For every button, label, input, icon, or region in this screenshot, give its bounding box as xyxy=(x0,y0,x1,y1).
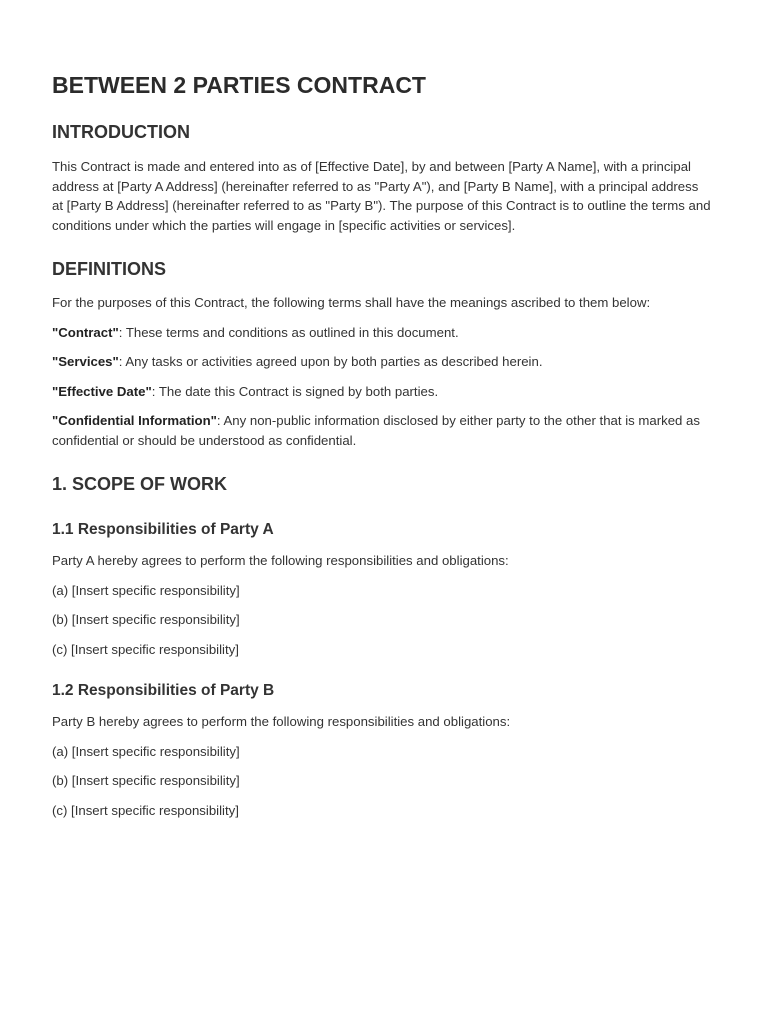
document-title: BETWEEN 2 PARTIES CONTRACT xyxy=(52,72,426,98)
document-page xyxy=(52,70,712,820)
introduction-heading: INTRODUCTION xyxy=(52,122,190,142)
definition-item-contract xyxy=(52,323,712,343)
definitions-intro: For the purposes of this Contract, the following terms shall have the meanings ascribed to them below: xyxy=(52,295,651,310)
party-a-item: (c) [Insert specific responsibility] xyxy=(52,641,239,657)
definition-term: "Contract" xyxy=(52,324,119,340)
definitions-heading: DEFINITIONS xyxy=(52,259,167,279)
party-b-item: (a) [Insert specific responsibility] xyxy=(52,743,240,759)
party-a-intro: Party A hereby agrees to perform the following responsibilities and obligations: xyxy=(52,553,509,568)
definition-term: "Services" xyxy=(52,354,119,369)
definition-text: : The date this Contract is signed by both parties. xyxy=(151,383,439,399)
definition-term: "Effective Date" xyxy=(52,383,152,399)
introduction-text: This Contract is made and entered into as of [Effective Date], by and between [Party A Name], with a principal address at [Party A Address] (hereinafter referred to as "Party A"), and [Party B Name], with a principal address at [Party B Address] (hereinafter referred to as "Party B"). The purpose of this Contract is to outline the terms and conditions under which the parties will engage in [specific activities or services]. xyxy=(52,159,711,233)
definition-item-effective-date xyxy=(52,382,712,402)
party-a-item: (b) [Insert specific responsibility] xyxy=(52,612,240,627)
definition-term: "Confidential Information" xyxy=(52,413,217,428)
definition-text: : Any tasks or activities agreed upon by both parties as described herein. xyxy=(118,354,543,369)
party-a-responsibilities-heading: 1.1 Responsibilities of Party A xyxy=(52,521,274,538)
party-b-responsibilities-heading: 1.2 Responsibilities of Party B xyxy=(52,682,275,699)
scope-of-work-heading: 1. SCOPE OF WORK xyxy=(52,474,228,494)
party-b-item: (b) [Insert specific responsibility] xyxy=(52,773,240,788)
definition-text: : Any non-public information disclosed by either party to the other that is marked as confidential or should be understood as confidential. xyxy=(52,413,700,448)
party-b-intro: Party B hereby agrees to perform the following responsibilities and obligations: xyxy=(52,714,511,729)
party-a-item: (a) [Insert specific responsibility] xyxy=(52,582,240,598)
party-b-item: (c) [Insert specific responsibility] xyxy=(52,802,239,818)
definition-item-services xyxy=(52,352,712,372)
definition-item-confidential-information xyxy=(52,411,712,450)
definition-text: : These terms and conditions as outlined in this document. xyxy=(118,324,459,340)
